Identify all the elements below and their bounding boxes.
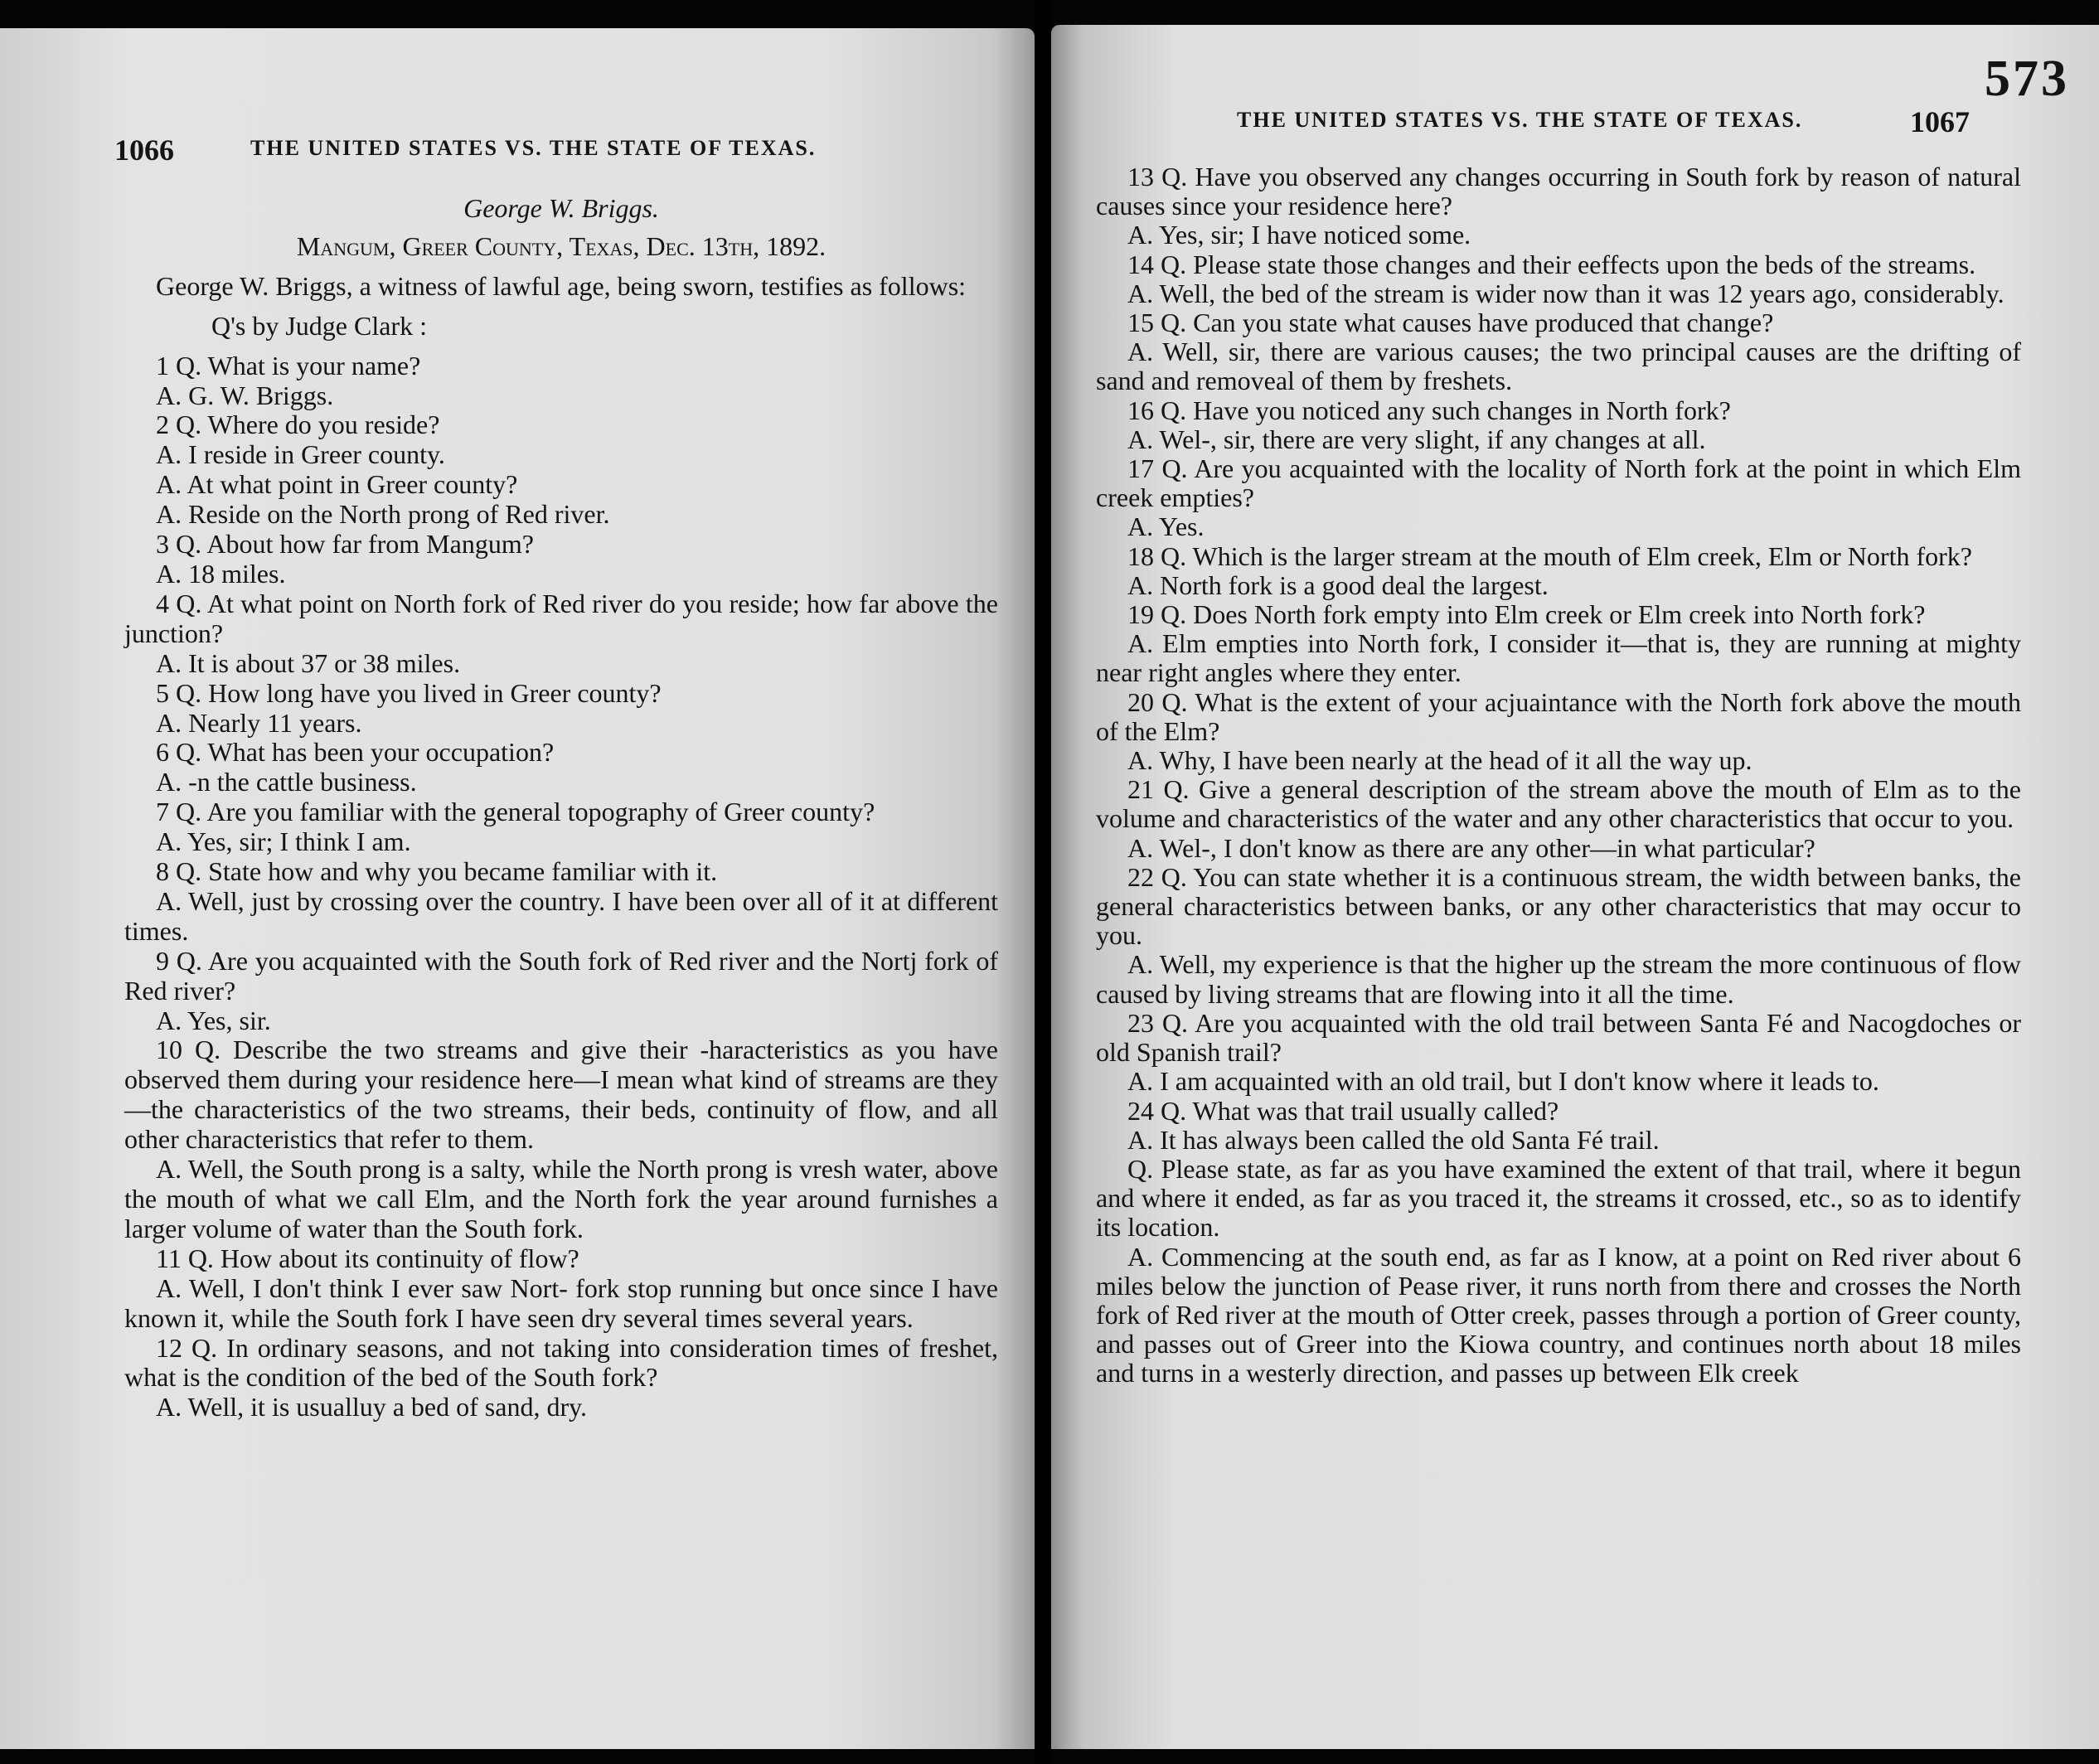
text-line: A. Reside on the North prong of Red river. [156, 499, 610, 530]
text-line: 14 Q. Please state those changes and their eeffects upon the beds of the streams. [1127, 249, 1976, 279]
text-line: 17 Q. Are you acquainted with the locality of North fork at the point in which Elm creek empties? [1096, 453, 2021, 513]
text-line: 20 Q. What is the extent of your acjuaintance with the North fork above the mouth of the Elm? [1096, 686, 2021, 746]
text-line: 2 Q. Where do you reside? [156, 410, 440, 440]
text-line: A. Wel-, sir, there are very slight, if any changes at all. [1127, 424, 1706, 454]
text-line: 3 Q. About how far from Mangum? [156, 529, 534, 560]
text-line: 1 Q. What is your name? [156, 350, 421, 380]
text-line: 18 Q. Which is the larger stream at the mouth of Elm creek, Elm or North fork? [1127, 540, 1972, 571]
text-line: A. -n the cattle business. [156, 767, 417, 797]
stamped-page-number: 573 [1985, 51, 2069, 107]
text-line: A. It has always been called the old Santa Fé trail. [1127, 1124, 1660, 1155]
text-line: 4 Q. At what point on North fork of Red river do you reside; how far above the junction? [124, 588, 998, 648]
text-line: A. Well, just by crossing over the country. I have been over all of it at different times. [124, 885, 998, 946]
text-line: 21 Q. Give a general description of the stream above the mouth of Elm as to the volume and characteristics of the water and any other characteristics that occur to you. [1096, 774, 2021, 834]
text-line: 5 Q. How long have you lived in Greer county? [156, 677, 662, 708]
text-line: A. Well, sir, there are various causes; the two principal causes are the drifting of sand and removeal of them by freshets. [1096, 337, 2021, 396]
text-line: A. It is about 37 or 38 miles. [156, 647, 461, 678]
book-gutter [1035, 0, 1051, 1764]
text-line: A. I am acquainted with an old trail, but I don't know where it leads to. [1127, 1066, 1879, 1097]
right-text-block [1096, 162, 2021, 1388]
text-line: A. Why, I have been nearly at the head of it all the way up. [1127, 745, 1752, 776]
text-line: 11 Q. How about its continuity of flow? [156, 1243, 579, 1273]
text-line: A. North fork is a good deal the largest. [1127, 569, 1549, 600]
text-line: A. Yes, sir; I think I am. [156, 826, 411, 857]
running-head: THE UNITED STATES VS. THE STATE OF TEXAS. [250, 136, 817, 160]
text-line: A. At what point in Greer county? [156, 469, 518, 500]
text-line: A. Commencing at the south end, as far as I know, at a point on Red river about 6 miles below the junction of Pease river, it runs north from there and crosses the North fork of Red river at the mouth of Otter creek, passes through a portion of Greer county, and passes out of Greer into the Kiowa country, and continues north about 18 miles and turns in a westerly direction, and passes up between Elk creek [1096, 1241, 2021, 1388]
text-line: 13 Q. Have you observed any changes occurring in South fork by reason of natural causes since your residence here? [1096, 162, 2021, 221]
witness-heading: George W. Briggs. [463, 193, 659, 223]
text-line: A. Nearly 11 years. [156, 707, 362, 738]
text-line: A. Yes, sir; I have noticed some. [1127, 220, 1471, 250]
text-line: 8 Q. State how and why you became familiar with it. [156, 856, 718, 887]
text-line: 12 Q. In ordinary seasons, and not taking into consideration times of freshet, what is the condition of the bed of the South fork? [124, 1332, 998, 1393]
text-line: A. I reside in Greer county. [156, 439, 445, 470]
left-page [0, 28, 1035, 1749]
text-line: A. Well, my experience is that the higher up the stream the more continuous of flow caused by living streams that are flowing into it all the time. [1096, 949, 2021, 1009]
text-line: 24 Q. What was that trail usually called? [1127, 1095, 1559, 1126]
text-line: 23 Q. Are you acquainted with the old trail between Santa Fé and Nacogdoches or old Spanish trail? [1096, 1007, 2021, 1068]
text-line: 15 Q. Can you state what causes have produced that change? [1127, 308, 1774, 338]
text-line: 7 Q. Are you familiar with the general topography of Greer county? [156, 797, 875, 827]
text-line: A. Yes, sir. [156, 1005, 271, 1035]
page-number: 1067 [1910, 105, 1970, 138]
text-line: A. Wel-, I don't know as there are any other—in what particular? [1127, 832, 1815, 863]
text-line: A. Well, it is usualluy a bed of sand, dry. [156, 1392, 588, 1422]
witness-intro: George W. Briggs, a witness of lawful age, being sworn, testifies as follows: [156, 270, 967, 301]
text-line: 10 Q. Describe the two streams and give their -haracteristics as you have observed them during your residence here—I mean what kind of streams are they—the characteristics of the two streams, their beds, continuity of flow, and all other characteristics that refer to them. [124, 1035, 998, 1155]
text-line: A. Well, I don't think I ever saw Nort- fork stop running but once since I have known it, while the South fork I have seen dry several times several years. [124, 1272, 998, 1333]
running-head: THE UNITED STATES VS. THE STATE OF TEXAS. [1237, 108, 1803, 132]
page-number: 1066 [114, 133, 174, 167]
text-line: 9 Q. Are you acquainted with the South fork of Red river and the Nortj fork of Red river? [124, 945, 998, 1006]
left-text-block [124, 194, 998, 1422]
text-line: 16 Q. Have you noticed any such changes in North fork? [1127, 395, 1731, 425]
text-line: A. Elm empties into North fork, I consider it—that is, they are running at mighty near right angles where they enter. [1096, 628, 2021, 688]
text-line: 6 Q. What has been your occupation? [156, 737, 555, 768]
text-line: Q. Please state, as far as you have examined the extent of that trail, where it begun and where it ended, as far as you traced it, the streams it crossed, etc., so as to identify its location. [1096, 1153, 2021, 1243]
right-page [1051, 25, 2099, 1749]
place-date: Mangum, Greer County, Texas, Dec. 13th, 1892. [296, 230, 827, 261]
text-line: 22 Q. You can state whether it is a continuous stream, the width between banks, the general characteristics between banks, or any other characteristics that may occur to you. [1096, 861, 2021, 951]
text-line: A. Well, the bed of the stream is wider now than it was 12 years ago, considerably. [1127, 278, 2004, 308]
questioner: Q's by Judge Clark : [211, 310, 427, 341]
text-line: A. 18 miles. [156, 558, 286, 589]
text-line: 19 Q. Does North fork empty into Elm creek or Elm creek into North fork? [1127, 599, 1926, 630]
text-line: A. G. W. Briggs. [156, 380, 334, 410]
text-line: A. Well, the South prong is a salty, while the North prong is vresh water, above the mouth of what we call Elm, and the North fork the year around furnishes a larger volume of water than the South fork. [124, 1154, 998, 1243]
text-line: A. Yes. [1127, 511, 1205, 542]
